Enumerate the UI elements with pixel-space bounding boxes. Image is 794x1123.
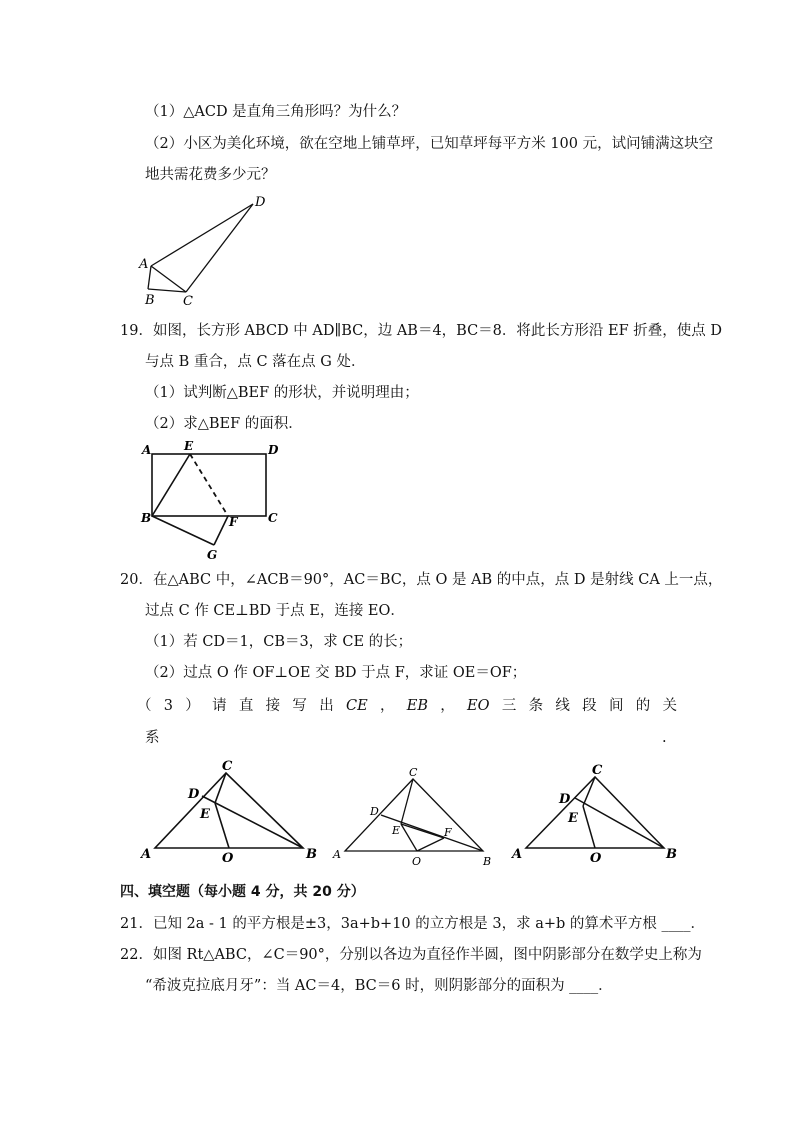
q19-label-e: E bbox=[184, 439, 194, 453]
q20-part3-char: 请 bbox=[212, 698, 227, 714]
q20-part3-char: 写 bbox=[292, 698, 307, 714]
q20-fig3-label-e: E bbox=[568, 811, 578, 826]
q18-seg-ac bbox=[151, 266, 186, 292]
q18-part2-cont: 地共需花费多少元？ bbox=[145, 167, 276, 183]
q20-part2: （2）过点 O 作 OF⊥OE 交 BD 于点 F，求证 OE＝OF； bbox=[145, 665, 527, 681]
q19-seg-bg bbox=[152, 516, 214, 545]
q20-fig2-seg-of bbox=[417, 838, 444, 851]
q20-part3-char: 条 bbox=[528, 698, 544, 714]
q19-fold-line-ef bbox=[190, 454, 228, 516]
q20-fig3-label-c: C bbox=[592, 763, 603, 778]
q18-label-b: B bbox=[145, 293, 155, 308]
q20-fig3-label-a: A bbox=[512, 847, 523, 862]
q19-part2: （2）求△BEF 的面积． bbox=[145, 416, 303, 432]
q20-fig3-seg-ce bbox=[583, 777, 595, 806]
q20-fig2-triangle bbox=[345, 779, 483, 851]
q20-fig1-label-b: B bbox=[306, 847, 317, 862]
q20-part3-char: ， bbox=[440, 698, 455, 714]
q19-seg-be bbox=[152, 454, 190, 516]
q20-fig3-label-b: B bbox=[666, 847, 677, 862]
q20-part3-char: 的 bbox=[635, 698, 651, 714]
q19-seg-gf bbox=[214, 516, 228, 545]
q20-stem-line2: 过点 C 作 CE⊥BD 于点 E，连接 EO． bbox=[145, 603, 405, 619]
q20-part3-char: EO bbox=[467, 698, 490, 714]
q20-fig3-label-d: D bbox=[559, 792, 571, 807]
q20-part3-char: 出 bbox=[319, 698, 334, 714]
q19-label-d: D bbox=[268, 443, 279, 457]
q20-part3-char: ） bbox=[185, 698, 200, 714]
q20-fig2-label-d: D bbox=[370, 805, 379, 818]
q19-part1: （1）试判断△BEF 的形状，并说明理由； bbox=[145, 385, 419, 401]
q18-label-c: C bbox=[183, 294, 193, 309]
q20-fig1-label-d: D bbox=[188, 787, 200, 802]
q18-figure bbox=[135, 190, 275, 310]
q20-part3-char: （ bbox=[137, 698, 152, 714]
q20-part3-char: 三 bbox=[501, 698, 517, 714]
q20-stem-line1: 20．在△ABC 中，∠ACB＝90°，AC＝BC，点 O 是 AB 的中点，点 D 是射线 CA 上一点， bbox=[120, 572, 723, 588]
q20-figure-1 bbox=[138, 758, 323, 868]
q20-part3-spaced-line bbox=[137, 696, 677, 716]
q18-label-a: A bbox=[139, 257, 149, 272]
q20-fig1-label-o: O bbox=[222, 851, 234, 866]
q18-seg-bc bbox=[148, 289, 186, 292]
q18-part2: （2）小区为美化环境，欲在空地上铺草坪，已知草坪每平方米 100 元，试问铺满这块空 bbox=[145, 136, 714, 152]
q18-part1: （1）△ACD 是直角三角形吗？为什么？ bbox=[145, 104, 407, 120]
q22-line1: 22．如图 Rt△ABC，∠C＝90°，分别以各边为直径作半圆，图中阴影部分在数学史上称为 bbox=[120, 947, 702, 963]
q20-fig2-label-e: E bbox=[392, 824, 401, 837]
q19-stem-line1: 19．如图，长方形 ABCD 中 AD∥BC，边 AB＝4，BC＝8．将此长方形沿 EF 折叠，使点 D bbox=[120, 323, 723, 339]
q18-label-d: D bbox=[255, 195, 266, 210]
q20-fig2-label-b: B bbox=[483, 855, 492, 868]
q20-part3-period: . bbox=[662, 730, 667, 746]
q20-fig1-seg-eo bbox=[215, 803, 229, 848]
section-4-title: 四、填空题（每小题 4 分，共 20 分） bbox=[120, 884, 365, 900]
q20-fig3-label-o: O bbox=[590, 851, 602, 866]
q20-part3-char: 线 bbox=[555, 698, 570, 714]
q19-label-b: B bbox=[141, 511, 152, 525]
q20-fig2-label-a: A bbox=[333, 848, 341, 861]
q19-label-g: G bbox=[207, 548, 218, 562]
q20-part3-char: 直 bbox=[238, 698, 254, 714]
q20-fig1-seg-db bbox=[202, 796, 303, 848]
q20-fig1-label-e: E bbox=[200, 807, 210, 822]
q19-label-f: F bbox=[229, 515, 238, 529]
q20-part3-char: ， bbox=[379, 698, 395, 714]
q19-label-c: C bbox=[268, 511, 278, 525]
q20-fig2-label-c: C bbox=[409, 766, 418, 779]
q21-text: 21．已知 2a - 1 的平方根是±3，3a+b+10 的立方根是 3，求 a+b 的算术平方根 ____． bbox=[120, 916, 706, 932]
q20-part3-char: CE bbox=[345, 698, 368, 714]
q19-stem-line2: 与点 B 重合，点 C 落在点 G 处． bbox=[145, 354, 366, 370]
q20-part3-char: EB bbox=[406, 698, 428, 714]
q20-fig2-label-o: O bbox=[412, 855, 422, 868]
q18-seg-ab bbox=[148, 266, 151, 289]
q20-fig3-seg-eo bbox=[583, 806, 595, 848]
q22-line2: “希波克拉底月牙”：当 AC＝4，BC＝6 时，则阴影部分的面积为 ____． bbox=[145, 978, 613, 994]
q20-part3-char: 间 bbox=[608, 698, 624, 714]
q20-part3-char: 段 bbox=[582, 698, 597, 714]
q20-fig1-label-a: A bbox=[141, 847, 152, 862]
q20-part3-char: 3 bbox=[163, 698, 174, 714]
q20-part1: （1）若 CD＝1，CB＝3，求 CE 的长； bbox=[145, 634, 413, 650]
q20-fig3-triangle bbox=[526, 777, 664, 848]
q19-label-a: A bbox=[142, 443, 152, 457]
q20-fig1-seg-ce bbox=[215, 773, 226, 803]
q19-figure bbox=[138, 440, 288, 565]
q20-fig1-label-c: C bbox=[222, 759, 233, 774]
q20-figure-2 bbox=[330, 766, 500, 870]
q18-seg-ad bbox=[151, 204, 253, 266]
q18-seg-dc bbox=[186, 204, 253, 292]
q20-part3-char: 关 bbox=[662, 698, 677, 714]
q20-figure-3 bbox=[508, 760, 683, 868]
q20-fig2-label-f: F bbox=[444, 826, 452, 839]
q20-part3-char: 接 bbox=[265, 698, 281, 714]
q20-part3-end: 系 bbox=[145, 730, 160, 746]
